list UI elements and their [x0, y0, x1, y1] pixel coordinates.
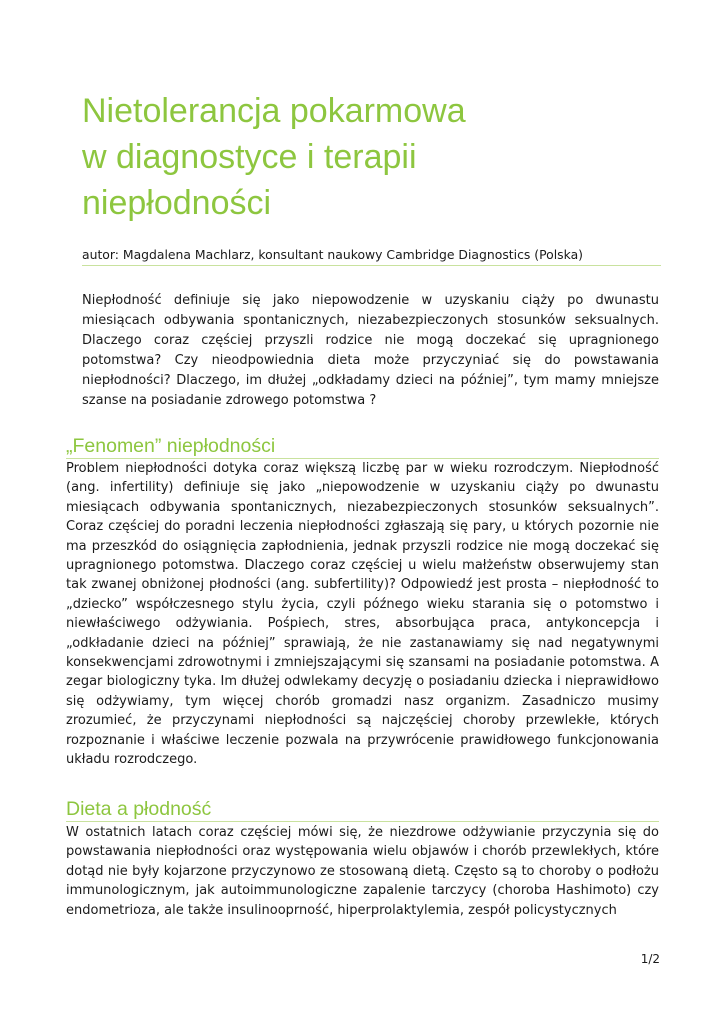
title-line-2: w diagnostyce i terapii [82, 138, 417, 176]
intro-paragraph: Niepłodność definiuje się jako niepowodzenie w uzyskaniu ciąży po dwunastu miesiącach odbywania spontanicznych, niezabezpieczonych stosunków seksualnych. Dlaczego coraz częściej przyszli rodzice nie mogą doczekać się upragnionego potomstwa? Czy nieodpowiednia dieta może przyczyniać się do powstawania niepłodności? Dlaczego, im dłużej „odkładamy dzieci na później”, tym mamy mniejsze szanse na posiadanie zdrowego potomstwa ? [82, 293, 659, 408]
page-number: 1/2 [640, 952, 660, 966]
author-line: autor: Magdalena Machlarz, konsultant naukowy Cambridge Diagnostics (Polska) [82, 245, 661, 266]
title-line-3: niepłodności [82, 184, 272, 222]
section-text-dieta: W ostatnich latach coraz częściej mówi się, że niezdrowe odżywianie przyczynia się do powstawania niepłodności oraz występowania wielu objawów i chorób przewlekłych, które dotąd nie były kojarzone przyczynowo ze stosowaną dietą. Często są to choroby o podłożu immunologicznym, jak autoimmunologiczne zapalenie tarczycy (choroba Hashimoto) czy endometrioza, ale także insulinooprność, hiperprolaktylemia, zespół policystycznych [66, 825, 659, 918]
document-title [82, 88, 642, 226]
section-heading-dieta: Dieta a płodność [66, 797, 659, 822]
section-heading-fenomen: „Fenomen” niepłodności [66, 434, 659, 459]
title-line-1: Nietolerancja pokarmowa [82, 92, 466, 130]
section-text-fenomen: Problem niepłodności dotyka coraz większą liczbę par w wieku rozrodczym. Niepłodność (ang. infertility) definiuje się jako „niepowodzenie w uzyskaniu ciąży po dwunastu miesiącach odbywania spontanicznych, niezabezpieczonych stosunków seksualnych”. Coraz częściej do poradni leczenia niepłodności zgłaszają się pary, u których pozornie nie ma przeszkód do osiągnięcia zapłodnienia, jednak przyszli rodzice nie mogą doczekać się upragnionego potomstwa. Dlaczego coraz częściej u wielu małżeństw obserwujemy stan tak zwanej obniżonej płodności (ang. subfertility)? Odpowiedź jest prosta – niepłodność to „dziecko” współczesnego stylu życia, czyli późnego wieku starania się o potomstwo i niewłaściwego odżywiania. Pośpiech, stres, absorbująca praca, antykoncepcja i „odkładanie dzieci na później” sprawiają, że nie zastanawiamy się nad negatywnymi konsekwencjami zdrowotnymi i zmniejszającymi się szansami na posiadanie potomstwa. A zegar biologiczny tyka. Im dłużej odwlekamy decyzję o posiadaniu dziecka i nieprawidłowo się odżywiamy, tym więcej chorób gromadzi nasz organizm. Zasadniczo musimy zrozumieć, że przyczynami niepłodności są najczęściej choroby przewlekłe, których rozpoznanie i właściwe leczenie pozwala na przywrócenie prawidłowego funkcjonowania układu rozrodczego. [66, 461, 659, 768]
